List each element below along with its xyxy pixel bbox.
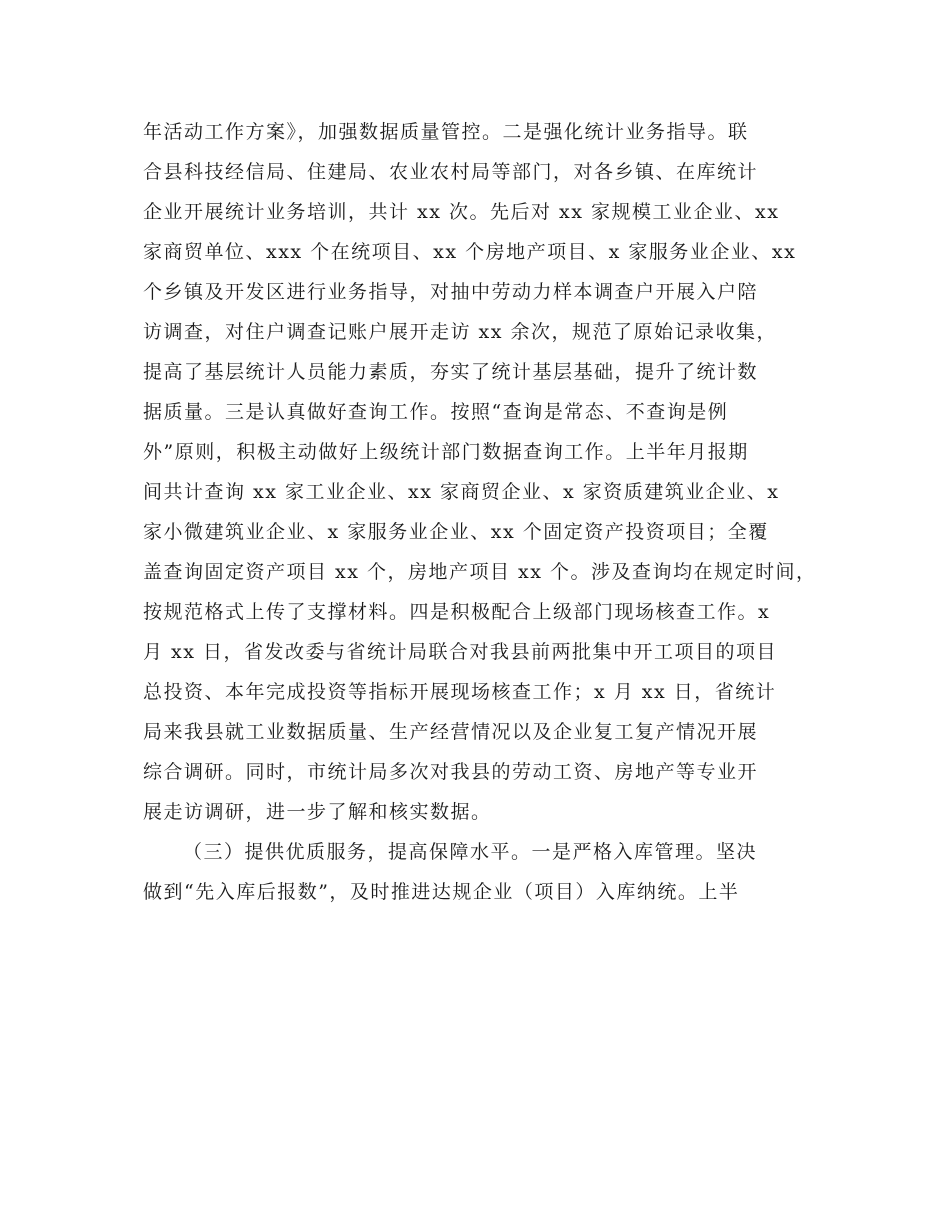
text-line: 外”原则，积极主动做好上级统计部门数据查询工作。上半年月报期 xyxy=(143,441,749,463)
text-line: 家小微建筑业企业、x 家服务业企业、xx 个固定资产投资项目；全覆 xyxy=(143,521,769,543)
text-line: 总投资、本年完成投资等指标开展现场核查工作；x 月 xx 日，省统计 xyxy=(143,681,777,703)
text-line: 提高了基层统计人员能力素质，夯实了统计基层基础，提升了统计数 xyxy=(143,361,759,383)
text-line: 年活动工作方案》，加强数据质量管控。二是强化统计业务指导。联 xyxy=(143,121,749,143)
text-line: 家商贸单位、xxx 个在统项目、xx 个房地产项目、x 家服务业企业、xx xyxy=(143,241,797,263)
text-line: 盖查询固定资产项目 xx 个，房地产项目 xx 个。涉及查询均在规定时间， xyxy=(143,561,817,583)
text-line: 做到“先入库后报数”，及时推进达规企业（项目）入库纳统。上半 xyxy=(143,881,740,903)
text-line: 月 xx 日，省发改委与省统计局联合对我县前两批集中开工项目的项目 xyxy=(143,641,778,663)
body-text xyxy=(143,112,833,912)
text-line: 综合调研。同时，市统计局多次对我县的劳动工资、房地产等专业开 xyxy=(143,761,759,783)
text-line: 间共计查询 xx 家工业企业、xx 家商贸企业、x 家资质建筑业企业、x xyxy=(143,481,780,503)
text-line: 展走访调研，进一步了解和核实数据。 xyxy=(143,801,492,823)
text-line: 据质量。三是认真做好查询工作。按照“查询是常态、不查询是例 xyxy=(143,401,729,423)
text-line: 企业开展统计业务培训，共计 xx 次。先后对 xx 家规模工业企业、xx xyxy=(143,201,780,223)
text-line: 个乡镇及开发区进行业务指导，对抽中劳动力样本调查户开展入户陪 xyxy=(143,281,759,303)
section-heading-line: （三）提供优质服务，提高保障水平。一是严格入库管理。坚决 xyxy=(183,841,758,863)
text-line: 访调查，对住户调查记账户展开走访 xx 余次，规范了原始记录收集， xyxy=(143,321,778,343)
text-line: 局来我县就工业数据质量、生产经营情况以及企业复工复产情况开展 xyxy=(143,721,759,743)
text-line: 合县科技经信局、住建局、农业农村局等部门，对各乡镇、在库统计 xyxy=(143,161,759,183)
text-line: 按规范格式上传了支撑材料。四是积极配合上级部门现场核查工作。x xyxy=(143,601,771,623)
